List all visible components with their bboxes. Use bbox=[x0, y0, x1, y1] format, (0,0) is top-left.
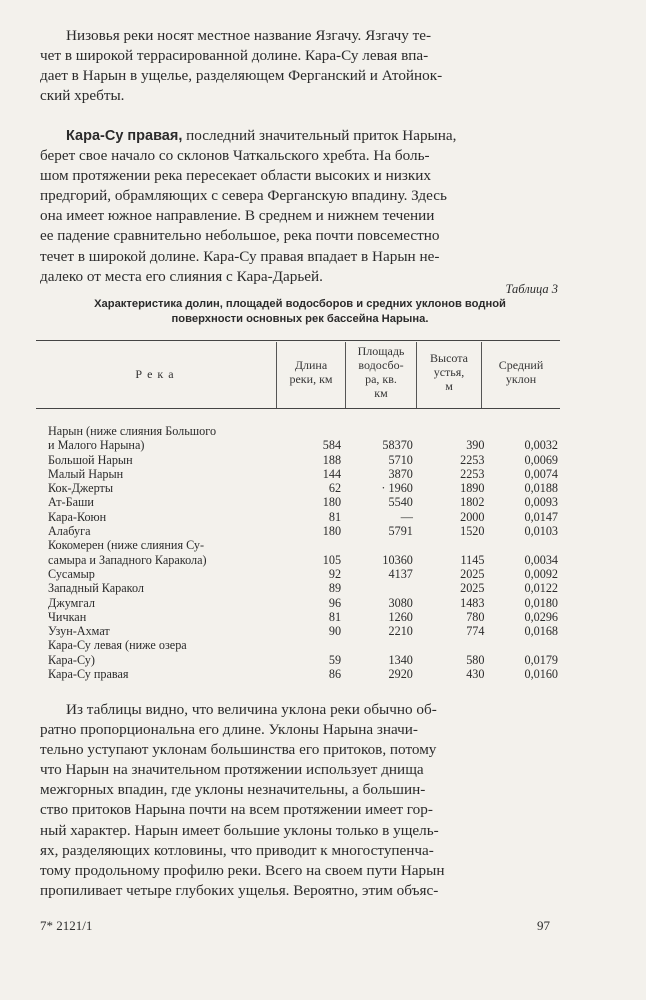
river-length: 81 bbox=[328, 609, 342, 624]
river-name: Малый Нарын bbox=[48, 466, 124, 481]
text-line: ях, разделяющих котловины, что приводит к многоступенча- bbox=[40, 841, 434, 859]
basin-area: 3870 bbox=[388, 466, 413, 481]
text-line: ство притоков Нарына почти на всем протяжении имеет гор- bbox=[40, 801, 433, 819]
river-name: Кара-Су) bbox=[48, 652, 95, 667]
basin-area: — bbox=[400, 509, 413, 524]
basin-area: 5791 bbox=[388, 524, 413, 539]
mouth-height: 1145 bbox=[460, 552, 485, 567]
average-slope: 0,0034 bbox=[524, 552, 558, 567]
river-length: 180 bbox=[322, 524, 342, 539]
table-row bbox=[48, 495, 558, 509]
caption-line: Характеристика долин, площадей водосборов и средних уклонов водной bbox=[94, 298, 506, 310]
river-length: 59 bbox=[328, 652, 342, 667]
text-line: тому продольному профилю реки. Всего на своем пути Нарын bbox=[40, 861, 445, 879]
river-name: Ат-Баши bbox=[48, 495, 94, 510]
basin-area: · 1960 bbox=[381, 481, 413, 496]
mouth-height: 2253 bbox=[460, 452, 485, 467]
table-row bbox=[48, 581, 558, 595]
table-row bbox=[48, 667, 558, 681]
text-line: предгорий, обрамляющих с севера Ферганскую впадину. Здесь bbox=[40, 187, 447, 205]
basin-area: 58370 bbox=[382, 438, 413, 453]
river-length: 180 bbox=[322, 495, 342, 510]
river-name: Чичкан bbox=[48, 609, 87, 624]
average-slope: 0,0179 bbox=[524, 652, 558, 667]
table-row bbox=[48, 438, 558, 452]
table-row bbox=[48, 424, 558, 438]
karasu-lead-rest: последний значительный приток Нарына, bbox=[182, 127, 457, 144]
river-name: Кокомерен (ниже слияния Су- bbox=[48, 538, 205, 553]
basin-area: 3080 bbox=[388, 595, 413, 610]
text-line: что Нарын на значительном протяжении использует днища bbox=[40, 761, 424, 779]
text-line: тельно уступают уклонам большинства его притоков, потому bbox=[40, 741, 437, 759]
table-row bbox=[48, 638, 558, 652]
river-name: Кара-Коюн bbox=[48, 509, 107, 524]
average-slope: 0,0122 bbox=[524, 581, 558, 596]
mouth-height: 780 bbox=[466, 609, 485, 624]
mouth-height: 1520 bbox=[460, 524, 485, 539]
average-slope: 0,0188 bbox=[524, 481, 558, 496]
river-name: Сусамыр bbox=[48, 566, 95, 581]
river-length: 105 bbox=[322, 552, 342, 567]
average-slope: 0,0032 bbox=[524, 438, 558, 453]
average-slope bbox=[494, 538, 558, 552]
karasu-paragraph bbox=[40, 126, 555, 287]
mouth-height: 2025 bbox=[460, 566, 485, 581]
average-slope: 0,0168 bbox=[524, 624, 558, 639]
mouth-height: 1890 bbox=[460, 481, 485, 496]
printer-signature: 7* 2121/1 bbox=[40, 918, 93, 933]
header-length: Длина реки, км bbox=[289, 358, 333, 386]
table-row bbox=[48, 481, 558, 495]
text-line bbox=[40, 126, 555, 146]
river-name: Большой Нарын bbox=[48, 452, 133, 467]
table-row bbox=[48, 538, 558, 552]
mouth-height: 1483 bbox=[460, 595, 485, 610]
table-row bbox=[48, 610, 558, 624]
basin-area: 5710 bbox=[388, 452, 413, 467]
river-length: 89 bbox=[328, 581, 342, 596]
mouth-height: 2000 bbox=[460, 509, 485, 524]
river-length: 86 bbox=[328, 667, 342, 682]
table-row bbox=[48, 596, 558, 610]
river-name: Узун-Ахмат bbox=[48, 624, 110, 639]
river-name: Кара-Су правая bbox=[48, 667, 129, 682]
river-data-table bbox=[48, 424, 558, 681]
text-line: пропиливает четыре глубоких ущелья. Вероятно, этим объяс- bbox=[40, 881, 439, 899]
table-row bbox=[48, 553, 558, 567]
karasu-lead-term: Кара-Су правая, bbox=[66, 128, 183, 144]
average-slope: 0,0074 bbox=[524, 466, 558, 481]
river-name: Алабуга bbox=[48, 524, 91, 539]
basin-area: 2210 bbox=[388, 624, 413, 639]
average-slope: 0,0093 bbox=[524, 495, 558, 510]
text-line: берет свое начало со склонов Чаткальского хребта. На боль- bbox=[40, 147, 430, 165]
average-slope: 0,0296 bbox=[524, 609, 558, 624]
column-divider bbox=[276, 342, 277, 408]
table-row bbox=[48, 510, 558, 524]
text-line: ный характер. Нарын имеет большие уклоны только в ущель- bbox=[40, 821, 439, 839]
average-slope bbox=[494, 638, 558, 652]
river-name: и Малого Нарына) bbox=[48, 438, 145, 453]
text-line: шом протяжении река пересекает области высоких и низких bbox=[40, 167, 431, 185]
table-number: Таблица 3 bbox=[505, 282, 558, 296]
table-caption bbox=[30, 297, 570, 327]
river-length bbox=[281, 424, 349, 438]
mouth-height: 580 bbox=[466, 652, 485, 667]
header-height: Высота устья, м bbox=[430, 351, 468, 393]
text-line: ее падение сравнительно небольшое, река почти повсеместно bbox=[40, 227, 440, 245]
text-line: межгорных впадин, где уклоны незначительны, а большин- bbox=[40, 781, 426, 799]
table-top-rule bbox=[36, 340, 560, 341]
average-slope bbox=[494, 424, 558, 438]
river-name: самыра и Западного Каракола) bbox=[48, 552, 207, 567]
text-line: Низовья реки носят местное название Язгачу. Язгачу те- bbox=[66, 27, 432, 44]
average-slope: 0,0147 bbox=[524, 509, 558, 524]
mouth-height: 1802 bbox=[460, 495, 485, 510]
table-row bbox=[48, 453, 558, 467]
mouth-height: 390 bbox=[466, 438, 485, 453]
basin-area: 1340 bbox=[388, 652, 413, 667]
text-line: чет в широкой террасированной долине. Кара-Су левая впа- bbox=[40, 47, 429, 65]
river-name: Нарын (ниже слияния Большого bbox=[48, 424, 217, 438]
river-length: 90 bbox=[328, 624, 342, 639]
conclusion-paragraph bbox=[40, 700, 555, 901]
caption-line: поверхности основных рек бассейна Нарына. bbox=[171, 313, 429, 325]
basin-area bbox=[349, 638, 427, 652]
mouth-height: 430 bbox=[466, 667, 485, 682]
column-divider bbox=[345, 342, 346, 408]
river-length: 144 bbox=[322, 466, 342, 481]
river-length: 188 bbox=[322, 452, 342, 467]
average-slope: 0,0160 bbox=[524, 667, 558, 682]
mouth-height: 774 bbox=[466, 624, 485, 639]
table-header-rule bbox=[36, 408, 560, 409]
average-slope: 0,0092 bbox=[524, 566, 558, 581]
text-line: она имеет южное направление. В среднем и нижнем течении bbox=[40, 207, 435, 225]
basin-area: 4137 bbox=[388, 566, 413, 581]
basin-area bbox=[349, 424, 427, 438]
basin-area: 2920 bbox=[388, 667, 413, 682]
river-length bbox=[281, 538, 349, 552]
page-number: 97 bbox=[537, 918, 550, 933]
mouth-height bbox=[427, 424, 495, 438]
header-slope: Средний уклон bbox=[498, 358, 544, 386]
intro-paragraph bbox=[40, 26, 555, 106]
mouth-height bbox=[427, 538, 495, 552]
river-length: 92 bbox=[328, 566, 342, 581]
text-line: течет в широкой долине. Кара-Су правая впадает в Нарын не- bbox=[40, 247, 440, 265]
basin-area: 10360 bbox=[382, 552, 413, 567]
text-line: дает в Нарын в ущелье, разделяющем Ферганский и Атойнок- bbox=[40, 67, 443, 85]
river-name: Кара-Су левая (ниже озера bbox=[48, 638, 187, 653]
average-slope: 0,0180 bbox=[524, 595, 558, 610]
table-row bbox=[48, 524, 558, 538]
header-river: Р е к а bbox=[135, 367, 175, 381]
river-length: 584 bbox=[322, 438, 342, 453]
river-name: Западный Каракол bbox=[48, 581, 144, 596]
river-length: 81 bbox=[328, 509, 342, 524]
text-line: Из таблицы видно, что величина уклона реки обычно об- bbox=[66, 701, 437, 718]
mouth-height: 2025 bbox=[460, 581, 485, 596]
column-divider bbox=[481, 342, 482, 408]
river-name: Кок-Джерты bbox=[48, 481, 114, 496]
river-length: 96 bbox=[328, 595, 342, 610]
average-slope: 0,0103 bbox=[524, 524, 558, 539]
mouth-height bbox=[427, 638, 495, 652]
basin-area bbox=[349, 538, 427, 552]
basin-area: 5540 bbox=[388, 495, 413, 510]
average-slope: 0,0069 bbox=[524, 452, 558, 467]
table-row bbox=[48, 567, 558, 581]
table-row bbox=[48, 653, 558, 667]
basin-area: 1260 bbox=[388, 609, 413, 624]
text-line: далеко от места его слияния с Кара-Дарьей. bbox=[40, 267, 323, 285]
river-length: 62 bbox=[328, 481, 342, 496]
basin-area bbox=[349, 581, 427, 595]
text-line: ский хребты. bbox=[40, 87, 125, 105]
river-name: Джумгал bbox=[48, 595, 95, 610]
table-row bbox=[48, 467, 558, 481]
header-area: Площадь водосбо- ра, кв. км bbox=[357, 344, 405, 400]
text-line: ратно пропорциональна его длине. Уклоны Нарына значи- bbox=[40, 721, 418, 739]
table-row bbox=[48, 624, 558, 638]
mouth-height: 2253 bbox=[460, 466, 485, 481]
river-length bbox=[281, 638, 349, 652]
column-divider bbox=[416, 342, 417, 408]
